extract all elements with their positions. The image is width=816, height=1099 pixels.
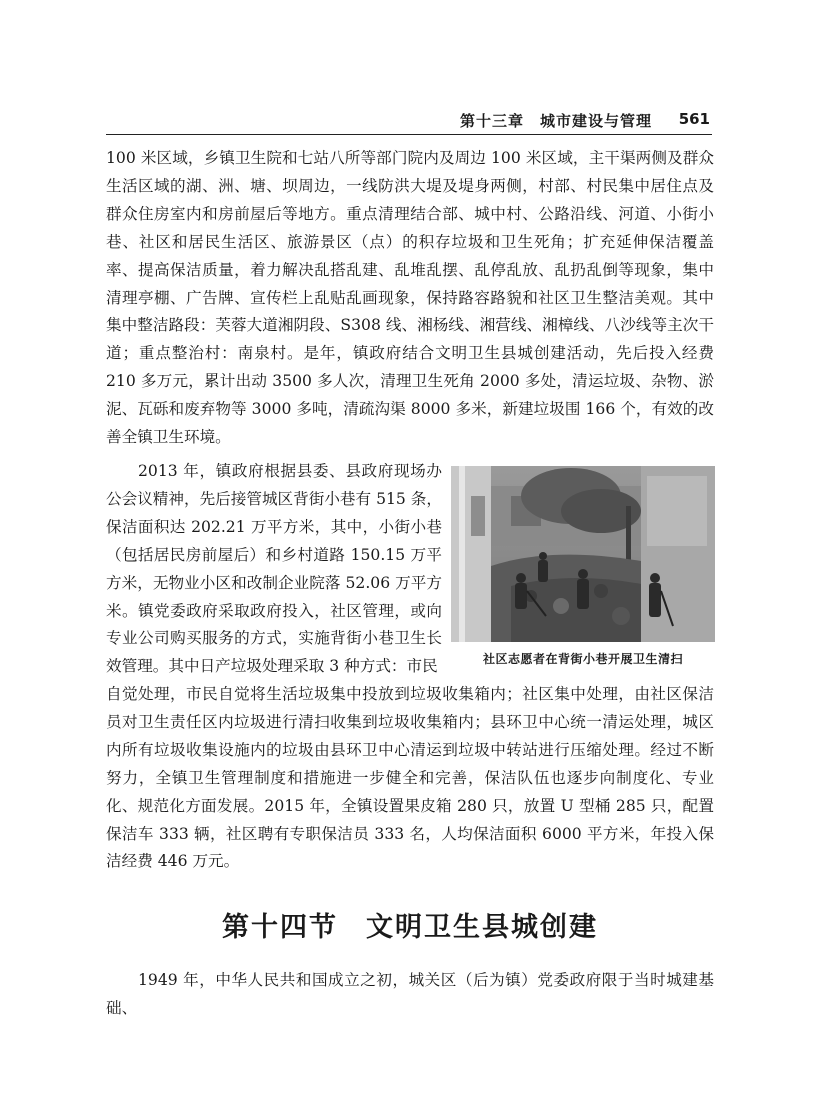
section-heading-title: 文明卫生县城创建 bbox=[366, 912, 598, 943]
photo-illustration bbox=[451, 466, 715, 642]
running-header bbox=[106, 108, 712, 135]
volunteer-cleaning-photo bbox=[451, 466, 715, 642]
running-title: 第十三章 城市建设与管理 bbox=[459, 112, 652, 130]
body-paragraph-3: 自觉处理，市民自觉将生活垃圾集中投放到垃圾收集箱内；社区集中处理，由社区保洁员对卫生责任区内垃圾进行清扫收集到垃圾收集箱内；县环卫中心统一清运处理，城区内所有垃圾收集设施内的垃圾由县环卫中心清运到垃圾中转站进行压缩处理。经过不断努力，全镇卫生管理制度和措施进一步健全和完善，保洁队伍也逐步向制度化、专业化、规范化方面发展。2015 年，全镇设置果皮箱 280 只，放置 U 型桶 285 只，配置保洁车 333 辆，社区聘有专职保洁员 333 名，人均保洁面积 6000 平方米，年投入保洁经费 446 万元。 bbox=[106, 685, 714, 871]
section-heading bbox=[106, 905, 714, 944]
figure-caption: 社区志愿者在背街小巷开展卫生清扫 bbox=[482, 652, 683, 666]
body-paragraph-1: 100 米区域，乡镇卫生院和七站八所等部门院内及周边 100 米区域，主干渠两侧及群众生活区域的湖、洲、塘、坝周边，一线防洪大堤及堤身两侧，村部、村民集中居住点及群众住房室内和房前屋后等地方。重点清理结合部、城中村、公路沿线、河道、小街小巷、社区和居民生活区、旅游景区（点）的积存垃圾和卫生死角；扩充延伸保洁覆盖率、提高保洁质量，着力解决乱搭乱建、乱堆乱摆、乱停乱放、乱扔乱倒等现象，集中清理亭棚、广告牌、宣传栏上乱贴乱画现象，保持路容路貌和社区卫生整洁美观。其中集中整洁路段：芙蓉大道湘阴段、S308 线、湘杨线、湘营线、湘樟线、八沙线等主次干道；重点整治村：南泉村。是年，镇政府结合文明卫生县城创建活动，先后投入经费 210 多万元，累计出动 3500 多人次，清理卫生死角 2000 多处，清运垃圾、杂物、淤泥、瓦砾和废弃物等 3000 多吨，清疏沟渠 8000 多米，新建垃圾围 166 个，有效的改善全镇卫生环境。 bbox=[106, 149, 714, 447]
page-number: 561 bbox=[678, 110, 710, 128]
section-heading-number: 第十四节 bbox=[222, 912, 338, 943]
body-paragraph-4: 1949 年，中华人民共和国成立之初，城关区（后为镇）党委政府限于当时城建基础、 bbox=[106, 971, 714, 1017]
body-paragraph-2: 2013 年，镇政府根据县委、县政府现场办公会议精神，先后接管城区背街小巷有 515 条，保洁面积达 202.21 万平方米，其中，小街小巷（包括居民房前屋后）和乡村道路 150.15 万平方米，无物业小区和改制企业院落 52.06 万平方米。镇党委政府采取政府投入，社区管理，或向专业公司购买服务的方式，实施背街小巷卫生长效管理。其中日产垃圾处理采取 3 种方式：市民 bbox=[106, 462, 442, 676]
